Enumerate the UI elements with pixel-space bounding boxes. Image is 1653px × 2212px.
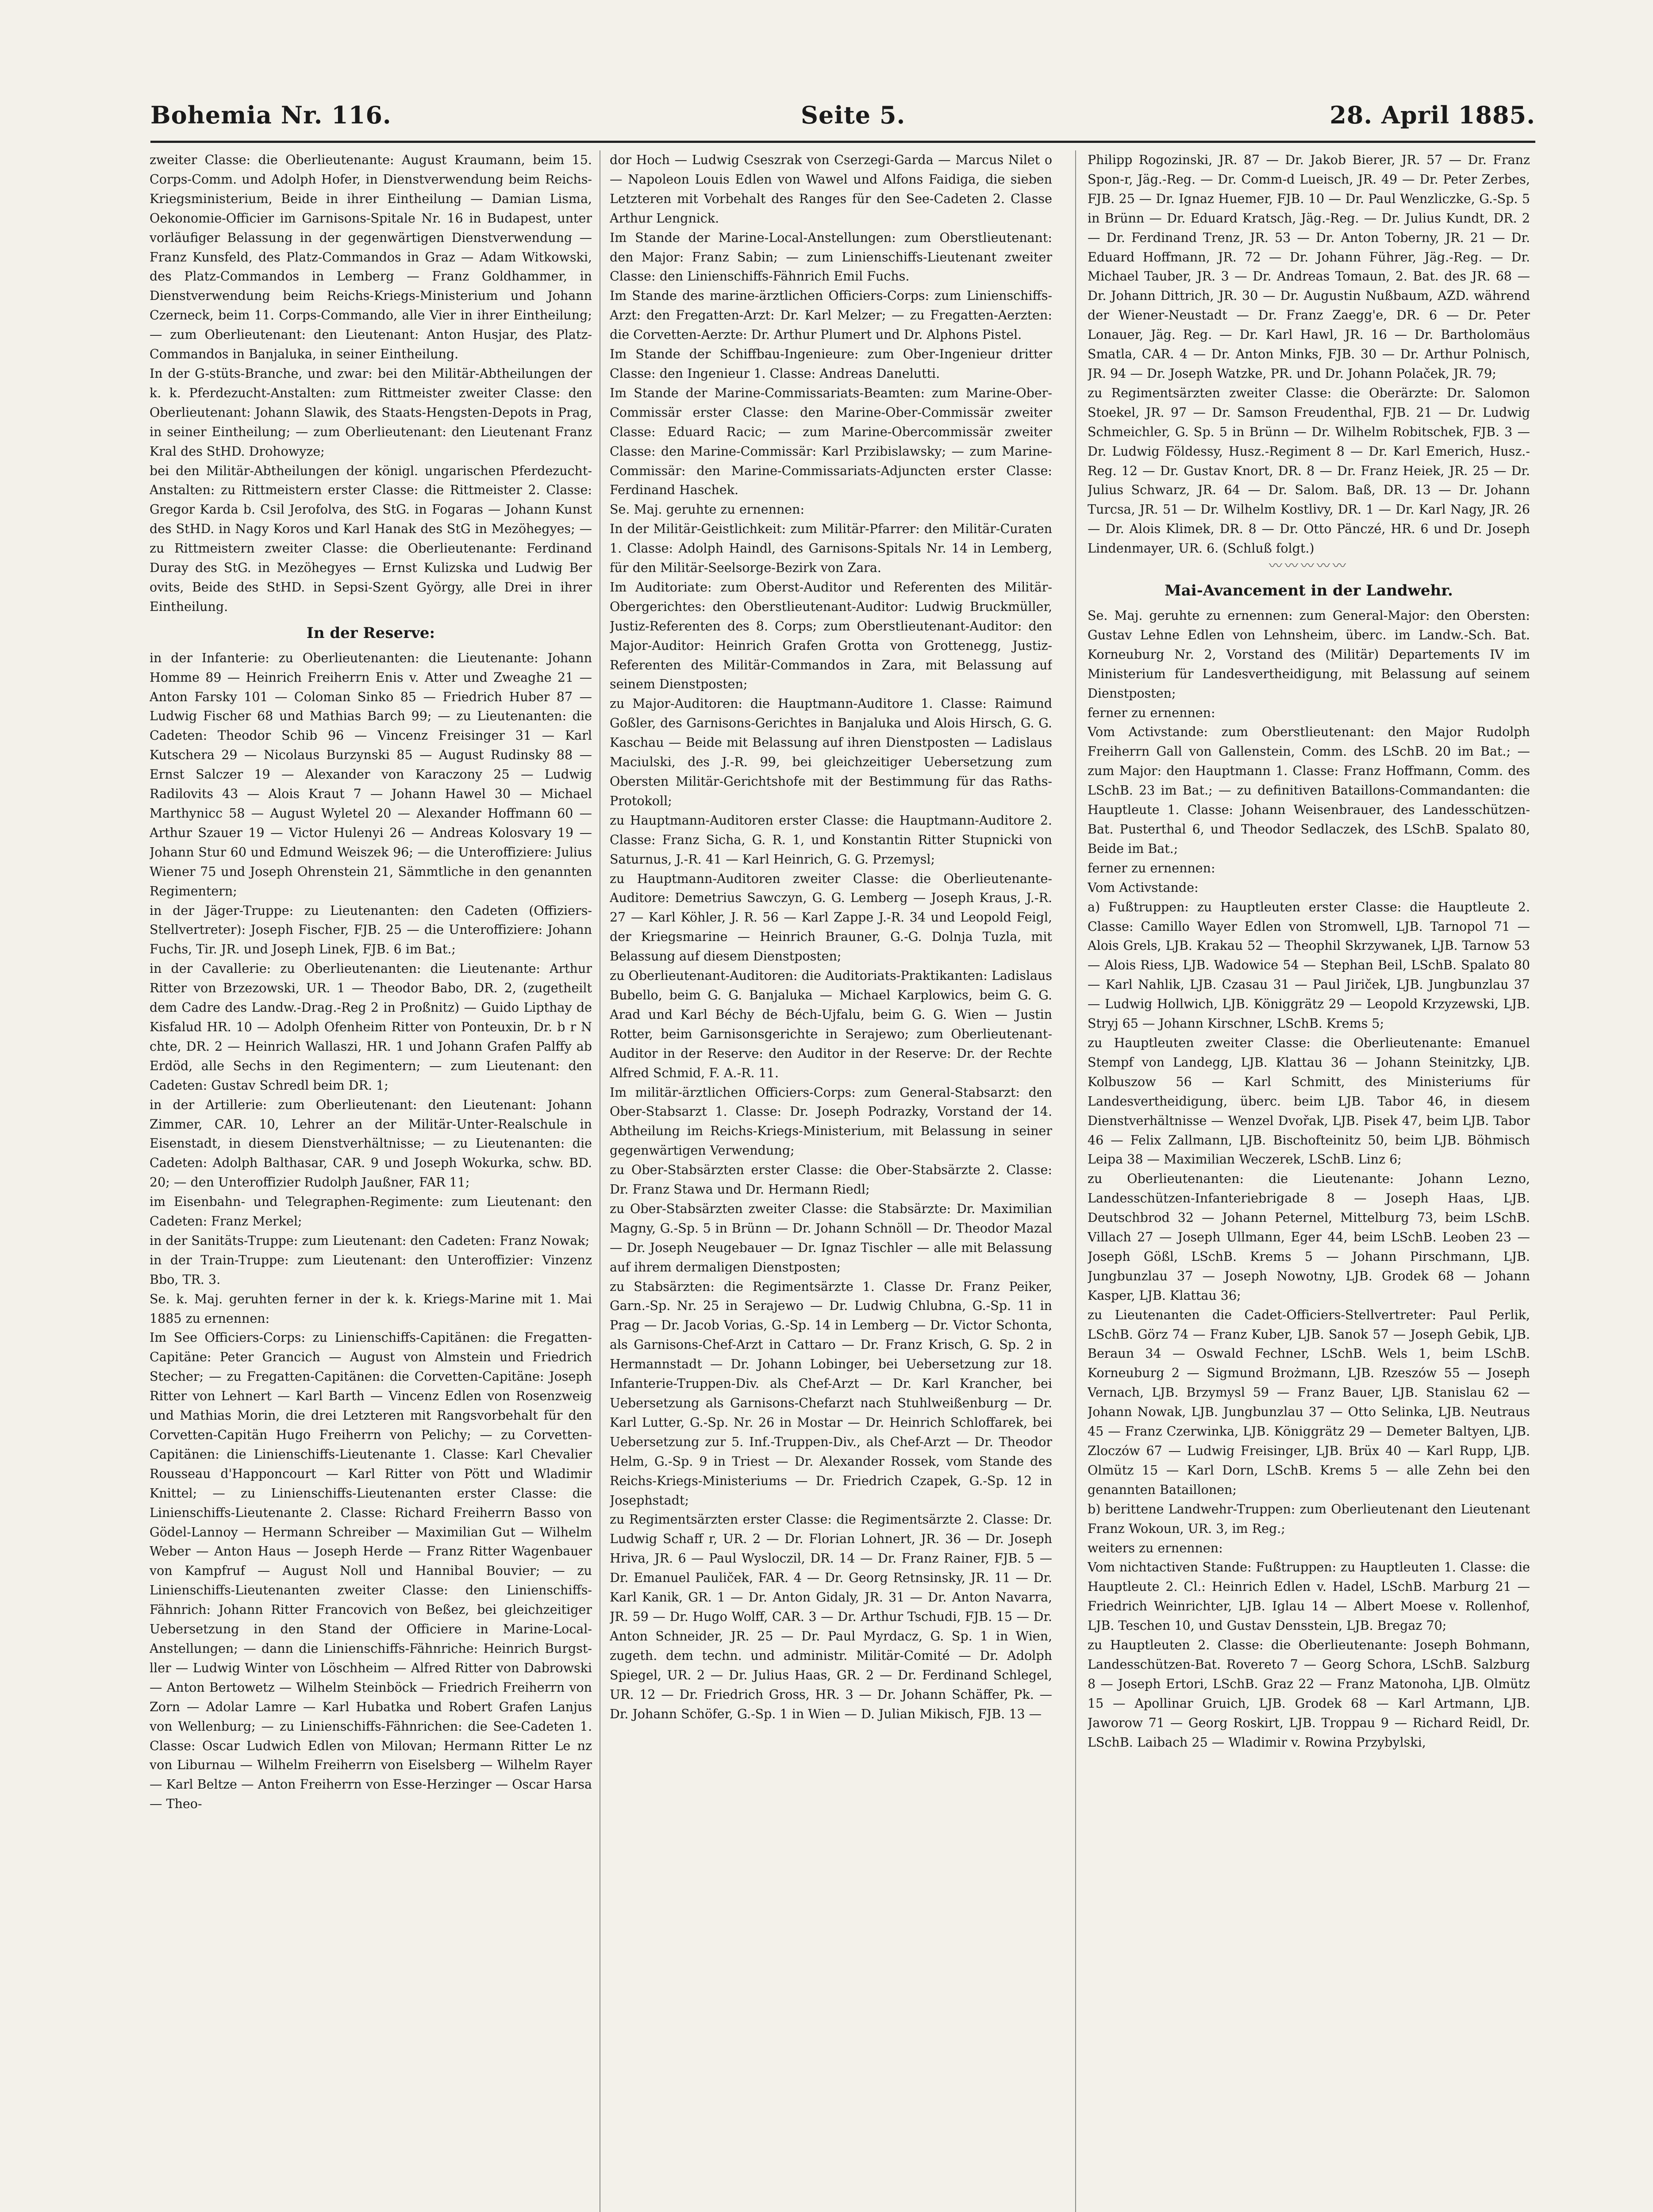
paragraph: zu Lieutenanten die Cadet-Officiers-Stellvertreter: Paul Perlik, LSchB. Görz 74 — Franz Kuber, LJB. Sanok 57 — Joseph Gebik, LJB. Beraun 34 — Oswald Fechner, LSchB. Wels 1, beim LSchB. Korneuburg 2 — Sigmund Brożmann, LJB. Rzeszów 55 — Joseph Vernach, LJB. Brzymysl 59 — Franz Bauer, LJB. Stanislau 62 — Johann Nowak, LJB. Jungbunzlau 37 — Otto Selinka, LJB. Neutraus 45 — Franz Czerwinka, LJB. Königgrätz 29 — Demeter Baltyen, LJB. Zloczów 67 — Ludwig Freisinger, LJB. Brüx 40 — Karl Rupp, LJB. Olmütz 15 — Karl Dorn, LSchB. Krems 5 — alle Zehn bei den genannten Bataillonen; xyxy=(1088,1307,1530,1497)
paragraph: zu Hauptleuten 2. Classe: die Oberlieutenante: Joseph Bohmann, Landesschützen-Bat. Rovereto 7 — Georg Schora, LSchB. Salzburg 8 — Joseph Ertori, LSchB. Graz 22 — Franz Matonoha, LJB. Olmütz 15 — Apollinar Gruich, LJB. Grodek 68 — Karl Artmann, LJB. Jaworow 71 — Georg Roskirt, LJB. Troppau 9 — Richard Reidl, Dr. LSchB. Laibach 25 — Wladimir v. Rowina Przybylski, xyxy=(1088,1638,1530,1750)
paragraph: in der Jäger-Truppe: zu Lieutenanten: den Cadeten (Offiziers-Stellvertreter): Joseph Fischer, FJB. 25 — die Unteroffiziere: Johann Fuchs, Tir. JR. und Joseph Linek, FJB. 6 im Bat.; xyxy=(150,903,592,957)
paragraph: in der Train-Truppe: zum Lieutenant: den Unteroffizier: Vinzenz Bbo, TR. 3. xyxy=(150,1252,592,1287)
paragraph: Im Stande der Marine-Local-Anstellungen: zum Oberstlieutenant: den Major: Franz Sabin; — zum Linienschiffs-Lieutenant zweiter Classe: den Linienschiffs-Fähnrich Emil Fuchs. xyxy=(610,230,1052,284)
section-heading: In der Reserve: xyxy=(306,624,435,642)
column-divider xyxy=(1075,150,1076,2212)
paragraph: Im Auditoriate: zum Oberst-Auditor und Referenten des Militär-Obergerichtes: den Oberstlieutenant-Auditor: Ludwig Bruckmüller, Justiz-Referenten des 8. Corps; zum Oberstlieutenant-Auditor: den Major-Auditor: Heinrich Grafen Grotta von Grottenegg, Justiz-Referenten des Militär-Commandos in Zara, mit Belassung auf seinem Dienstposten; xyxy=(610,580,1052,692)
paragraph: zu Hauptleuten zweiter Classe: die Oberlieutenante: Emanuel Stempf von Landegg, LJB. Klattau 36 — Johann Steinitzky, LJB. Kolbuszow 56 — Karl Schmitt, des Ministeriums für Landesvertheidigung, überc. beim LJB. Tabor 46, in diesem Dienstverhältnisse — Wenzel Dvořak, LJB. Pisek 47, beim LJB. Tabor 46 — Felix Zallmann, LJB. Bischofteinitz 50, beim LJB. Böhmisch Leipa 38 — Maximilian Weczerek, LSchB. Linz 6; xyxy=(1088,1035,1530,1167)
paragraph: Im militär-ärztlichen Officiers-Corps: zum General-Stabsarzt: den Ober-Stabsarzt 1. Classe: Dr. Joseph Podrazky, Vorstand der 14. Abtheilung im Reichs-Kriegs-Ministerium, mit Belassung in seiner gegenwärtigen Verwendung; xyxy=(610,1085,1052,1158)
paragraph: Philipp Rogozinski, JR. 87 — Dr. Jakob Bierer, JR. 57 — Dr. Franz Spon-r, Jäg.-Reg. — Dr. Comm-d Lueisch, JR. 49 — Dr. Peter Zerbes, FJB. 25 — Dr. Ignaz Huemer, FJB. 10 — Dr. Paul Wenzliczke, G.-Sp. 5 in Brünn — Dr. Eduard Kratsch, Jäg.-Reg. — Dr. Julius Kundt, DR. 2 — Dr. Ferdinand Trenz, JR. 53 — Dr. Anton Toberny, JR. 21 — Dr. Eduard Hoffmann, JR. 72 — Dr. Johann Führer, Jäg.-Reg. — Dr. Michael Tauber, JR. 3 — Dr. Andreas Tomaun, 2. Bat. des JR. 68 — Dr. Johann Dittrich, JR. 30 — Dr. Augustin Nußbaum, AZD. während der Wiener-Neustadt — Dr. Franz Zaegg'e, DR. 6 — Dr. Peter Lonauer, Jäg. Reg. — Dr. Karl Hawl, JR. 16 — Dr. Bartholomäus Smatla, CAR. 4 — Dr. Anton Minks, FJB. 30 — Dr. Arthur Polnisch, JR. 94 — Dr. Joseph Watzke, PR. und Dr. Johann Polaček, JR. 79; xyxy=(1088,153,1530,381)
page-header xyxy=(150,101,1535,141)
text-column-1 xyxy=(150,150,592,2212)
paragraph: in der Cavallerie: zu Oberlieutenanten: die Lieutenante: Arthur Ritter von Brzezowski, UR. 1 — Theodor Babo, DR. 2, (zugetheilt dem Cadre des Landw.-Drag.-Reg 2 in Proßnitz) — Guido Lipthay de Kisfalud HR. 10 — Adolph Ofenheim Ritter von Ponteuxin, Dr. b r N chte, DR. 2 — Heinrich Wallaszi, HR. 1 und Johann Grafen Palffy ab Erdöd, alle Sechs in den Regimentern; — zum Lieutenant: den Cadeten: Gustav Schredl beim DR. 1; xyxy=(150,961,592,1093)
paragraph: ferner zu ernennen: xyxy=(1088,705,1215,720)
paragraph: zu Hauptmann-Auditoren zweiter Classe: die Oberlieutenante-Auditore: Demetrius Sawczyn, G. G. Lemberg — Joseph Kraus, J.-R. 27 — Karl Köhler, J. R. 56 — Karl Zappe J.-R. 34 und Leopold Feigl, der Kriegsmarine — Heinrich Brauner, G.-G. Dolnja Tuzla, mit Belassung auf diesem Dienstposten; xyxy=(610,871,1052,964)
paragraph: zu Regimentsärzten zweiter Classe: die Oberärzte: Dr. Salomon Stoekel, JR. 97 — Dr. Samson Freudenthal, FJB. 21 — Dr. Ludwig Schmeichler, G. Sp. 5 in Brünn — Dr. Wilhelm Robitschek, FJB. 3 — Dr. Ludwig Földessy, Husz.-Regiment 8 — Dr. Karl Emerich, Husz.-Reg. 12 — Dr. Gustav Knort, DR. 8 — Dr. Franz Heiek, JR. 25 — Dr. Julius Schwarz, JR. 64 — Dr. Salom. Baß, DR. 13 — Dr. Johann Turcsa, JR. 51 — Dr. Wilhelm Kostlivy, DR. 1 — Dr. Karl Nagy, JR. 26 — Dr. Alois Klimek, DR. 8 — Dr. Otto Pänczé, HR. 6 und Dr. Joseph Lindenmayer, UR. 6. (Schluß folgt.) xyxy=(1088,385,1530,556)
paragraph: Vom nichtactiven Stande: Fußtruppen: zu Hauptleuten 1. Classe: die Hauptleute 2. Cl.: Heinrich Edlen v. Hadel, LSchB. Marburg 21 — Friedrich Weinrichter, LJB. Iglau 14 — Albert Moese v. Rollenhof, LJB. Teschen 10, und Gustav Densstein, LJB. Bregaz 70; xyxy=(1088,1560,1530,1633)
paragraph: Im Stande der Marine-Commissariats-Beamten: zum Marine-Ober-Commissär erster Classe: den Marine-Ober-Commissär zweiter Classe: Eduard Racic; — zum Marine-Obercommissär zweiter Classe: den Marine-Commissär: Karl Przibislawsky; — zum Marine-Commissär: den Marine-Commissariats-Adjuncten erster Classe: Ferdinand Haschek. xyxy=(610,385,1052,498)
paragraph: b) berittene Landwehr-Truppen: zum Oberlieutenant den Lieutenant Franz Wokoun, UR. 3, im Reg.; xyxy=(1088,1502,1530,1536)
paragraph: in der Infanterie: zu Oberlieutenanten: die Lieutenante: Johann Homme 89 — Heinrich Freiherrn Enis v. Atter und Zweaghe 21 — Anton Farsky 101 — Coloman Sinko 85 — Friedrich Huber 87 — Ludwig Fischer 68 und Mathias Barch 99; — zu Lieutenanten: die Cadeten: Theodor Schib 96 — Vincenz Freisinger 31 — Karl Kutschera 29 — Nicolaus Burzynski 85 — August Rudinsky 88 — Ernst Salczer 19 — Alexander von Karaczony 25 — Ludwig Radilovits 43 — Alois Kraut 7 — Johann Hawel 30 — Michael Marthynicc 58 — August Wyletel 20 — Alexander Hoffmann 60 — Arthur Szauer 19 — Victor Hulenyi 26 — Andreas Kolosvary 19 — Johann Stur 60 und Edmund Weiszek 96; — die Unteroffiziere: Julius Wiener 75 und Joseph Ohrenstein 21, Sämmtliche in den genannten Regimentern; xyxy=(150,650,592,899)
paragraph: In der Militär-Geistlichkeit: zum Militär-Pfarrer: den Militär-Curaten 1. Classe: Adolph Haindl, des Garnisons-Spitals Nr. 14 in Lemberg, für den Militär-Seelsorge-Bezirk von Zara. xyxy=(610,522,1052,576)
masthead-title: Bohemia Nr. 116. xyxy=(150,101,392,129)
paragraph: dor Hoch — Ludwig Cseszrak von Cserzegi-Garda — Marcus Nilet o — Napoleon Louis Edlen von Wawel und Alfons Faidiga, die sieben Letzteren mit Vorbehalt des Ranges für den See-Cadeten 2. Classe Arthur Lengnick. xyxy=(610,153,1052,226)
paragraph: Im See Officiers-Corps: zu Linienschiffs-Capitänen: die Fregatten-Capitäne: Peter Grancich — August von Almstein und Friedrich Stecher; — zu Fregatten-Capitänen: die Corvetten-Capitäne: Joseph Ritter von Lehnert — Karl Barth — Vincenz Edlen von Rosenzweig und Mathias Morin, die drei Letzteren mit Rangsvorbehalt für den Corvetten-Capitän Hugo Freiherrn von Pelichy; — zu Corvetten-Capitänen: die Linienschiffs-Lieutenante 1. Classe: Karl Chevalier Rousseau d'Happoncourt — Karl Ritter von Pött und Wladimir Knittel; — zu Linienschiffs-Lieutenanten erster Classe: die Linienschiffs-Lieutenante 2. Classe: Richard Freiherrn Basso von Gödel-Lannoy — Hermann Schreiber — Maximilian Gut — Wilhelm Weber — Anton Haus — Joseph Herde — Franz Ritter Wagenbauer von Kampfruf — August Noll und Hannibal Bouvier; — zu Linienschiffs-Lieutenanten zweiter Classe: den Linienschiffs-Fähnrich: Johann Ritter Francovich von Beßez, bei gleichzeitiger Uebersetzung in den Stand der Officiere in Marine-Local-Anstellungen; — dann die Linienschiffs-Fähnriche: Heinrich Burgst-ller — Ludwig Winter von Löschheim — Alfred Ritter von Dabrowski — Anton Bertowetz — Wilhelm Steinböck — Friedrich Freiherrn von Zorn — Adolar Lamre — Karl Hubatka und Robert Grafen Lanjus von Wellenburg; — zu Linienschiffs-Fähnrichen: die See-Cadeten 1. Classe: Oscar Ludwich Edlen von Milovan; Hermann Ritter Le nz von Liburnau — Wilhelm Freiherrn von Eiselsberg — Wilhelm Rayer — Karl Beltze — Anton Freiherrn von Esse-Herzinger — Oscar Harsa — Theo- xyxy=(150,1330,592,1812)
text-column-3 xyxy=(1088,150,1530,2212)
paragraph: In der G-stüts-Branche, und zwar: bei den Militär-Abtheilungen der k. k. Pferdezucht-Anstalten: zum Rittmeister zweiter Classe: den Oberlieutenant: Johann Slawik, des Staats-Hengsten-Depots in Prag, in seiner Eintheilung; — zum Oberlieutenant: den Lieutenant Franz Kral des StHD. Drohowyze; xyxy=(150,366,592,459)
paragraph: a) Fußtruppen: zu Hauptleuten erster Classe: die Hauptleute 2. Classe: Camillo Wayer Edlen von Stromwell, LJB. Tarnopol 71 — Alois Grels, LJB. Krakau 52 — Theophil Skrzywanek, LJB. Tarnow 53 — Alois Riess, LJB. Wadowice 54 — Stephan Beil, LSchB. Spalato 80 — Karl Nahlik, LJB. Czasau 31 — Paul Jiriček, LJB. Jungbunzlau 37 — Ludwig Hollwich, LJB. Königgrätz 29 — Leopold Krzyzewski, LJB. Stryj 65 — Johann Kirschner, LSchB. Krems 5; xyxy=(1088,899,1530,1031)
paragraph: zu Hauptmann-Auditoren erster Classe: die Hauptmann-Auditore 2. Classe: Franz Sicha, G. R. 1, und Konstantin Ritter Stupnicki von Saturnus, J.-R. 41 — Karl Heinrich, G. G. Przemysl; xyxy=(610,813,1052,867)
paragraph: Im Stande der Schiffbau-Ingenieure: zum Ober-Ingenieur dritter Classe: den Ingenieur 1. Classe: Andreas Danelutti. xyxy=(610,347,1052,381)
paragraph: zweiter Classe: die Oberlieutenante: August Kraumann, beim 15. Corps-Comm. und Adolph Hofer, in Dienstverwendung beim Reichs-Kriegsministerium, Beide in ihrer Eintheilung — Damian Lisma, Oekonomie-Officier im Garnisons-Spitale Nr. 16 in Budapest, unter vorläufiger Belassung in der gegenwärtigen Dienstverwendung — Franz Kunsfeld, des Platz-Commandos in Graz — Adam Witkowski, des Platz-Commandos in Lemberg — Franz Goldhammer, in Dienstverwendung beim Reichs-Kriegs-Ministerium und Johann Czerneck, beim 11. Corps-Commando, alle Vier in ihrer Eintheilung; — zum Oberlieutenant: den Lieutenant: Anton Husjar, des Platz-Commandos in Banjaluka, in seiner Eintheilung. xyxy=(150,153,592,362)
paragraph: zu Oberlieutenant-Auditoren: die Auditoriats-Praktikanten: Ladislaus Bubello, beim G. G. Banjaluka — Michael Karplowics, beim G. G. Arad und Karl Béchy de Béch-Ujfalu, beim G. G. Wien — Justin Rotter, beim Garnisonsgerichte in Serajewo; zum Oberlieutenant-Auditor in der Reserve: den Auditor in der Reserve: Dr. der Rechte Alfred Schmid, F. A.-R. 11. xyxy=(610,968,1052,1080)
paragraph: ferner zu ernennen: xyxy=(1088,860,1215,876)
section-heading: Mai-Avancement in der Landwehr. xyxy=(1165,582,1453,600)
paragraph: Vom Activstande: xyxy=(1088,880,1199,895)
paragraph: im Eisenbahn- und Telegraphen-Regimente: zum Lieutenant: den Cadeten: Franz Merkel; xyxy=(150,1194,592,1229)
paragraph: Im Stande des marine-ärztlichen Officiers-Corps: zum Linienschiffs-Arzt: den Fregatten-Arzt: Dr. Karl Melzer; — zu Fregatten-Aerzten: die Corvetten-Aerzte: Dr. Arthur Plumert und Dr. Alphons Pistel. xyxy=(610,288,1052,342)
paragraph: zu Regimentsärzten erster Classe: die Regimentsärzte 2. Classe: Dr. Ludwig Schaff r, UR. 2 — Dr. Florian Lohnert, JR. 36 — Dr. Joseph Hriva, JR. 6 — Paul Wysloczil, DR. 14 — Dr. Franz Rainer, FJB. 5 — Dr. Emanuel Pauliček, FAR. 4 — Dr. Georg Retnsinsky, JR. 11 — Dr. Karl Kanik, GR. 1 — Dr. Anton Gidaly, JR. 31 — Dr. Anton Navarra, JR. 59 — Dr. Hugo Wolff, CAR. 3 — Dr. Arthur Tschudi, FJB. 15 — Dr. Anton Schneider, JR. 25 — Dr. Paul Myrdacz, G. Sp. 1 in Wien, zugeth. dem techn. und administr. Militär-Comité — Dr. Adolph Spiegel, UR. 2 — Dr. Julius Haas, GR. 2 — Dr. Ferdinand Schlegel, UR. 12 — Dr. Friedrich Gross, HR. 3 — Dr. Johann Schäffer, Pk. — Dr. Johann Schöfer, G.-Sp. 1 in Wien — D. Julian Mikisch, FJB. 13 — xyxy=(610,1512,1052,1721)
paragraph: zu Ober-Stabsärzten zweiter Classe: die Stabsärzte: Dr. Maximilian Magny, G.-Sp. 5 in Brünn — Dr. Johann Schnöll — Dr. Theodor Mazal — Dr. Joseph Neugebauer — Dr. Ignaz Tischler — alle mit Belassung auf ihrem dermaligen Dienstposten; xyxy=(610,1201,1052,1275)
header-rule xyxy=(150,141,1535,143)
paragraph: Se. Maj. geruhte zu ernennen: zum General-Major: den Obersten: Gustav Lehne Edlen von Lehnsheim, überc. im Landw.-Sch. Bat. Korneuburg Nr. 2, Vorstand des (Militär) Departements IV im Ministerium für Landesvertheidigung, mit Belassung auf seinem Dienstposten; xyxy=(1088,608,1530,701)
paragraph: zu Ober-Stabsärzten erster Classe: die Ober-Stabsärzte 2. Classe: Dr. Franz Stawa und Dr. Hermann Riedl; xyxy=(610,1163,1052,1197)
paragraph: in der Sanitäts-Truppe: zum Lieutenant: den Cadeten: Franz Nowak; xyxy=(150,1233,590,1248)
separator-ornament: 〰〰〰〰〰 xyxy=(1269,558,1349,574)
paragraph: Se. Maj. geruhte zu ernennen: xyxy=(610,502,805,517)
paragraph: bei den Militär-Abtheilungen der königl. ungarischen Pferdezucht-Anstalten: zu Rittmeistern erster Classe: die Rittmeister 2. Classe: Gregor Karda b. Csil Jerofolva, des StG. in Fogaras — Johann Kunst des StHD. in Nagy Koros und Karl Hanak des StG in Mezöhegyes; — zu Rittmeistern zweiter Classe: die Oberlieutenante: Ferdinand Duray des StG. in Mezöhegyes — Ernst Kulizska und Ludwig Ber ovits, Beide des StHD. in Sepsi-Szent György, alle Drei in ihrer Eintheilung. xyxy=(150,463,592,614)
issue-date: 28. April 1885. xyxy=(1330,101,1535,129)
paragraph: zu Stabsärzten: die Regimentsärzte 1. Classe Dr. Franz Peiker, Garn.-Sp. Nr. 25 in Serajewo — Dr. Ludwig Chlubna, G.-Sp. 11 in Prag — Dr. Jacob Vorias, G.-Sp. 14 in Lemberg — Dr. Victor Schonta, als Garnisons-Chef-Arzt in Cattaro — Dr. Franz Krisch, G. Sp. 2 in Hermannstadt — Dr. Johann Lobinger, bei Uebersetzung zur 18. Infanterie-Truppen-Div. als Chef-Arzt — Dr. Karl Krancher, bei Uebersetzung als Garnisons-Chefarzt nach Stuhlweißenburg — Dr. Karl Lutter, G.-Sp. Nr. 26 in Mostar — Dr. Heinrich Schloffarek, bei Uebersetzung zur 5. Inf.-Truppen-Div., als Chef-Arzt — Dr. Theodor Helm, G.-Sp. 9 in Triest — Dr. Alexander Rossek, vom Stande des Reichs-Kriegs-Ministeriums — Dr. Friedrich Czapek, G.-Sp. 12 in Josephstadt; xyxy=(610,1279,1052,1508)
page-number: Seite 5. xyxy=(801,101,906,129)
paragraph: zu Major-Auditoren: die Hauptmann-Auditore 1. Classe: Raimund Goßler, des Garnisons-Gerichtes in Banjaluka und Alois Hirsch, G. G. Kaschau — Beide mit Belassung auf ihren Dienstposten — Ladislaus Maciulski, des J.-R. 99, bei gleichzeitiger Uebersetzung zum Obersten Militär-Gerichtshofe mit der Bestimmung für das Raths-Protokoll; xyxy=(610,696,1052,808)
paragraph: zu Oberlieutenanten: die Lieutenante: Johann Lezno, Landesschützen-Infanteriebrigade 8 — Joseph Haas, LJB. Deutschbrod 32 — Johann Peternel, Mittelburg 73, beim LSchB. Villach 27 — Joseph Ullmann, Eger 44, beim LSchB. Leoben 23 — Joseph Gößl, LSchB. Krems 5 — Johann Pirschmann, LJB. Jungbunzlau 37 — Joseph Nowotny, LJB. Grodek 68 — Johann Kasper, LJB. Klattau 36; xyxy=(1088,1171,1530,1303)
paragraph: in der Artillerie: zum Oberlieutenant: den Lieutenant: Johann Zimmer, CAR. 10, Lehrer an der Militär-Unter-Realschule in Eisenstadt, in diesem Dienstverhältnisse; — zu Lieutenanten: die Cadeten: Adolph Balthasar, CAR. 9 und Joseph Wokurka, schw. BD. 20; — den Unteroffizier Rudolph Jaußner, FAR 11; xyxy=(150,1097,592,1190)
paragraph: Se. k. Maj. geruhten ferner in der k. k. Kriegs-Marine mit 1. Mai 1885 zu ernennen: xyxy=(150,1291,592,1326)
paragraph: weiters zu ernennen: xyxy=(1088,1540,1223,1555)
paragraph: Vom Activstande: zum Oberstlieutenant: den Major Rudolph Freiherrn Gall von Gallenstein, Comm. des LSchB. 20 im Bat.; — zum Major: den Hauptmann 1. Classe: Franz Hoffmann, Comm. des LSchB. 23 im Bat.; — zu definitiven Bataillons-Commandanten: die Hauptleute 1. Classe: Johann Weisenbrauer, des Landesschützen-Bat. Pusterthal 6, und Theodor Sedlaczek, des LSchB. Spalato 80, Beide im Bat.; xyxy=(1088,725,1530,856)
text-column-2 xyxy=(610,150,1052,2212)
